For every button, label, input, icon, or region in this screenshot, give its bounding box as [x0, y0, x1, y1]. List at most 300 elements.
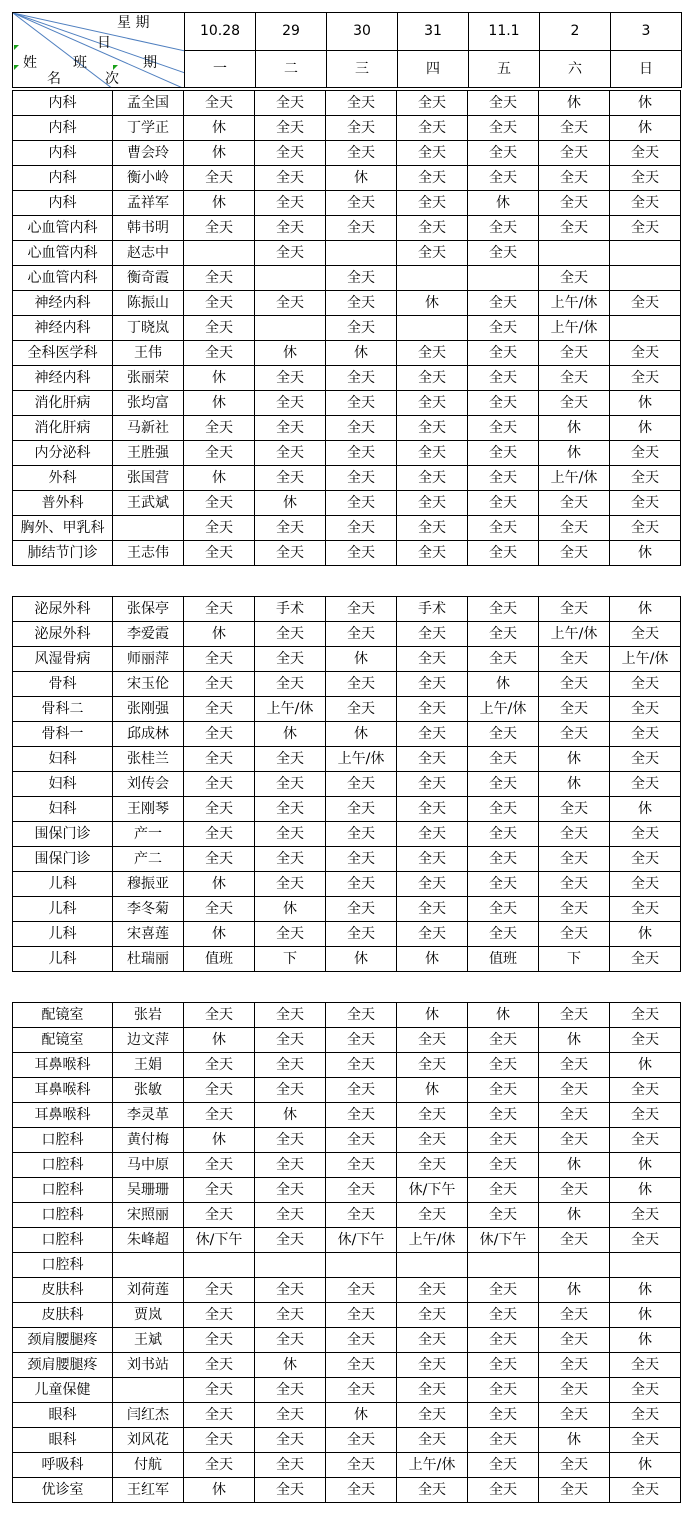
shift-cell: 全天: [468, 366, 539, 391]
shift-cell: 全天: [610, 366, 681, 391]
shift-cell: 全天: [255, 191, 326, 216]
shift-cell: 全天: [539, 1228, 610, 1253]
department-cell: 儿科: [13, 872, 113, 897]
shift-cell: 全天: [326, 697, 397, 722]
department-cell: 内科: [13, 166, 113, 191]
shift-cell: 全天: [184, 772, 255, 797]
doctor-name-cell: 王红军: [113, 1478, 184, 1503]
date-cell: 10.28: [185, 13, 256, 51]
shift-cell: 全天: [468, 597, 539, 622]
doctor-name-cell: [113, 1253, 184, 1278]
shift-cell: 全天: [397, 541, 468, 566]
shift-cell: 全天: [397, 797, 468, 822]
corner-name-label: 姓: [23, 55, 37, 71]
doctor-name-cell: 张桂兰: [113, 747, 184, 772]
corner-week-label: 星 期: [117, 15, 150, 31]
shift-cell: 全天: [184, 1328, 255, 1353]
shift-cell: 全天: [326, 141, 397, 166]
shift-cell: 全天: [610, 1128, 681, 1153]
shift-cell: 全天: [255, 1003, 326, 1028]
shift-cell: 休: [610, 797, 681, 822]
date-cell: 3: [611, 13, 682, 51]
shift-cell: 全天: [184, 166, 255, 191]
department-cell: 围保门诊: [13, 847, 113, 872]
shift-cell: 休: [539, 747, 610, 772]
department-cell: 配镜室: [13, 1003, 113, 1028]
shift-cell: 上午/休: [255, 697, 326, 722]
shift-cell: 全天: [610, 216, 681, 241]
shift-cell: 全天: [326, 1378, 397, 1403]
table-row: [13, 1053, 681, 1078]
shift-cell: 休: [610, 116, 681, 141]
shift-cell: 全天: [326, 1153, 397, 1178]
shift-cell: 休: [184, 391, 255, 416]
doctor-name-cell: 刘荷莲: [113, 1278, 184, 1303]
shift-cell: 休: [539, 1203, 610, 1228]
shift-cell: 全天: [326, 1078, 397, 1103]
shift-cell: 全天: [539, 366, 610, 391]
shift-cell: 全天: [184, 516, 255, 541]
shift-cell: 休: [610, 416, 681, 441]
shift-cell: 全天: [326, 441, 397, 466]
green-marker-icon: [14, 65, 19, 70]
shift-cell: 全天: [539, 1328, 610, 1353]
department-cell: 颈肩腰腿疼: [13, 1328, 113, 1353]
shift-cell: 全天: [326, 1453, 397, 1478]
shift-cell: [184, 1253, 255, 1278]
shift-cell: 全天: [539, 1053, 610, 1078]
shift-cell: 休/下午: [468, 1228, 539, 1253]
shift-cell: 全天: [468, 166, 539, 191]
shift-cell: 全天: [255, 797, 326, 822]
shift-cell: 全天: [468, 1378, 539, 1403]
table-row: [13, 822, 681, 847]
table-row: [13, 266, 681, 291]
shift-cell: 下: [255, 947, 326, 972]
shift-cell: 全天: [468, 622, 539, 647]
doctor-name-cell: 赵志中: [113, 241, 184, 266]
table-row: [13, 597, 681, 622]
shift-cell: 全天: [326, 1353, 397, 1378]
shift-cell: 休: [610, 1153, 681, 1178]
shift-cell: 全天: [539, 1453, 610, 1478]
shift-cell: 全天: [326, 266, 397, 291]
shift-cell: 休: [326, 1403, 397, 1428]
shift-cell: 全天: [468, 341, 539, 366]
shift-cell: [610, 241, 681, 266]
department-cell: 口腔科: [13, 1178, 113, 1203]
shift-cell: [610, 316, 681, 341]
shift-cell: 全天: [255, 1378, 326, 1403]
table-row: [13, 1003, 681, 1028]
shift-cell: 全天: [184, 697, 255, 722]
shift-cell: 休: [184, 622, 255, 647]
department-cell: 配镜室: [13, 1028, 113, 1053]
shift-cell: 全天: [255, 872, 326, 897]
shift-cell: [610, 1253, 681, 1278]
shift-cell: 休: [184, 872, 255, 897]
table-row: [13, 541, 681, 566]
department-cell: 心血管内科: [13, 241, 113, 266]
table-row: [13, 1078, 681, 1103]
shift-cell: 全天: [397, 1328, 468, 1353]
shift-cell: 全天: [468, 1128, 539, 1153]
shift-cell: 全天: [610, 772, 681, 797]
table-row: [13, 622, 681, 647]
doctor-name-cell: 张均富: [113, 391, 184, 416]
shift-cell: 全天: [326, 897, 397, 922]
shift-cell: 全天: [255, 772, 326, 797]
shift-cell: 休: [397, 291, 468, 316]
shift-cell: 全天: [610, 441, 681, 466]
corner-label-ci: 次: [105, 71, 119, 87]
table-row: [13, 1253, 681, 1278]
shift-cell: 休: [610, 1303, 681, 1328]
doctor-name-cell: 穆振亚: [113, 872, 184, 897]
shift-cell: 全天: [539, 141, 610, 166]
table-row: [13, 516, 681, 541]
shift-cell: 全天: [326, 541, 397, 566]
shift-cell: 全天: [468, 1403, 539, 1428]
doctor-name-cell: 陈振山: [113, 291, 184, 316]
shift-cell: 全天: [326, 1278, 397, 1303]
shift-cell: 全天: [255, 1178, 326, 1203]
shift-cell: 全天: [468, 91, 539, 116]
shift-cell: 上午/休: [397, 1228, 468, 1253]
shift-cell: 全天: [610, 1478, 681, 1503]
shift-cell: 全天: [326, 1478, 397, 1503]
shift-cell: 全天: [610, 291, 681, 316]
shift-cell: 全天: [539, 797, 610, 822]
date-cell: 2: [540, 13, 611, 51]
doctor-name-cell: [113, 1378, 184, 1403]
doctor-name-cell: 衡小岭: [113, 166, 184, 191]
doctor-name-cell: 刘风花: [113, 1428, 184, 1453]
department-cell: 泌尿外科: [13, 622, 113, 647]
shift-cell: 上午/休: [397, 1453, 468, 1478]
shift-cell: 全天: [468, 1353, 539, 1378]
table-row: [13, 947, 681, 972]
department-cell: 皮肤科: [13, 1278, 113, 1303]
department-cell: 口腔科: [13, 1128, 113, 1153]
department-cell: 风湿骨病: [13, 647, 113, 672]
shift-cell: 全天: [326, 291, 397, 316]
shift-cell: 全天: [610, 622, 681, 647]
table-row: [13, 1303, 681, 1328]
shift-cell: 全天: [468, 241, 539, 266]
doctor-name-cell: 邱成林: [113, 722, 184, 747]
shift-cell: 全天: [184, 1378, 255, 1403]
shift-cell: 全天: [255, 1428, 326, 1453]
shift-cell: 全天: [184, 897, 255, 922]
table-row: [13, 872, 681, 897]
table-row: [13, 1403, 681, 1428]
shift-cell: 全天: [539, 1178, 610, 1203]
doctor-name-cell: 黄付梅: [113, 1128, 184, 1153]
shift-cell: 全天: [255, 216, 326, 241]
shift-cell: 全天: [468, 822, 539, 847]
shift-cell: 全天: [397, 622, 468, 647]
department-cell: 心血管内科: [13, 216, 113, 241]
shift-cell: 全天: [184, 1003, 255, 1028]
table-row: [13, 241, 681, 266]
department-cell: 皮肤科: [13, 1303, 113, 1328]
table-row: [13, 1378, 681, 1403]
shift-cell: 全天: [468, 516, 539, 541]
shift-cell: 全天: [184, 1403, 255, 1428]
shift-cell: 全天: [326, 1128, 397, 1153]
doctor-name-cell: 张丽荣: [113, 366, 184, 391]
shift-cell: 全天: [326, 1178, 397, 1203]
shift-cell: [255, 1253, 326, 1278]
table-row: [13, 116, 681, 141]
shift-cell: 全天: [397, 1053, 468, 1078]
department-cell: 内科: [13, 116, 113, 141]
shift-cell: [397, 1253, 468, 1278]
table-row: [13, 897, 681, 922]
shift-cell: 全天: [539, 541, 610, 566]
shift-cell: 全天: [326, 416, 397, 441]
shift-cell: 休: [326, 947, 397, 972]
table-row: [13, 316, 681, 341]
shift-cell: 上午/休: [539, 316, 610, 341]
shift-cell: 全天: [539, 722, 610, 747]
shift-cell: 休: [397, 1078, 468, 1103]
shift-cell: 休: [184, 1478, 255, 1503]
shift-cell: 全天: [468, 722, 539, 747]
shift-cell: 休: [326, 341, 397, 366]
table-row: [13, 772, 681, 797]
shift-cell: 休: [539, 772, 610, 797]
shift-cell: 全天: [539, 1378, 610, 1403]
shift-cell: 全天: [539, 847, 610, 872]
department-cell: 口腔科: [13, 1203, 113, 1228]
shift-cell: 全天: [397, 1128, 468, 1153]
shift-cell: 休: [539, 441, 610, 466]
shift-cell: 全天: [539, 897, 610, 922]
shift-cell: 全天: [184, 291, 255, 316]
shift-cell: 全天: [397, 491, 468, 516]
shift-cell: 全天: [255, 166, 326, 191]
doctor-name-cell: 师丽萍: [113, 647, 184, 672]
shift-cell: 全天: [397, 1203, 468, 1228]
shift-cell: 全天: [397, 722, 468, 747]
corner-shift-label: 班: [73, 55, 87, 71]
shift-cell: 全天: [397, 697, 468, 722]
table-row: [13, 672, 681, 697]
department-cell: 外科: [13, 466, 113, 491]
shift-cell: 全天: [184, 672, 255, 697]
table-row: [13, 747, 681, 772]
green-marker-icon: [113, 65, 118, 70]
doctor-name-cell: 朱峰超: [113, 1228, 184, 1253]
department-cell: 内科: [13, 191, 113, 216]
shift-cell: 休: [255, 722, 326, 747]
shift-cell: 全天: [184, 91, 255, 116]
shift-cell: 全天: [468, 116, 539, 141]
shift-cell: 全天: [539, 166, 610, 191]
shift-cell: 全天: [397, 1153, 468, 1178]
doctor-name-cell: 李爱霞: [113, 622, 184, 647]
shift-cell: 全天: [184, 597, 255, 622]
shift-cell: 全天: [326, 216, 397, 241]
shift-cell: 全天: [610, 466, 681, 491]
shift-cell: 休: [184, 141, 255, 166]
shift-cell: 全天: [255, 847, 326, 872]
department-cell: 颈肩腰腿疼: [13, 1353, 113, 1378]
shift-cell: 全天: [326, 1003, 397, 1028]
shift-cell: 全天: [255, 1128, 326, 1153]
doctor-name-cell: 吴珊珊: [113, 1178, 184, 1203]
shift-cell: 全天: [326, 872, 397, 897]
doctor-name-cell: 闫红杰: [113, 1403, 184, 1428]
date-cell: 29: [256, 13, 327, 51]
shift-cell: 全天: [468, 141, 539, 166]
weekday-cell: 日: [611, 50, 682, 88]
shift-cell: 手术: [255, 597, 326, 622]
shift-cell: 全天: [539, 597, 610, 622]
table-row: [13, 216, 681, 241]
table-row: [13, 647, 681, 672]
table-row: [13, 441, 681, 466]
corner-label-name: 名: [47, 71, 61, 87]
shift-cell: 全天: [610, 341, 681, 366]
shift-cell: [539, 1253, 610, 1278]
doctor-name-cell: 衡奇霞: [113, 266, 184, 291]
shift-cell: 全天: [610, 1028, 681, 1053]
shift-cell: 全天: [610, 141, 681, 166]
shift-cell: 全天: [397, 341, 468, 366]
department-cell: 妇科: [13, 797, 113, 822]
shift-cell: 全天: [255, 1478, 326, 1503]
shift-cell: 休: [610, 1278, 681, 1303]
doctor-name-cell: 张国营: [113, 466, 184, 491]
date-cell: 30: [327, 13, 398, 51]
doctor-name-cell: 张敏: [113, 1078, 184, 1103]
shift-cell: 全天: [255, 241, 326, 266]
doctor-name-cell: 刘书站: [113, 1353, 184, 1378]
shift-cell: 休: [184, 191, 255, 216]
doctor-name-cell: 张岩: [113, 1003, 184, 1028]
department-cell: 儿科: [13, 897, 113, 922]
table-row: [13, 191, 681, 216]
shift-cell: 全天: [468, 1153, 539, 1178]
doctor-name-cell: [113, 516, 184, 541]
shift-cell: 全天: [397, 216, 468, 241]
shift-cell: 全天: [184, 1453, 255, 1478]
shift-cell: 全天: [468, 1053, 539, 1078]
doctor-name-cell: 孟祥军: [113, 191, 184, 216]
shift-cell: 全天: [539, 1403, 610, 1428]
shift-cell: 全天: [539, 516, 610, 541]
shift-cell: 全天: [184, 266, 255, 291]
shift-cell: 全天: [255, 366, 326, 391]
shift-cell: 全天: [397, 1103, 468, 1128]
shift-cell: 休: [539, 1428, 610, 1453]
shift-cell: 全天: [610, 722, 681, 747]
shift-cell: 全天: [468, 797, 539, 822]
shift-cell: 全天: [539, 872, 610, 897]
doctor-name-cell: 杜瑞丽: [113, 947, 184, 972]
department-cell: 消化肝病: [13, 416, 113, 441]
shift-cell: 休: [610, 1053, 681, 1078]
doctor-name-cell: 王胜强: [113, 441, 184, 466]
shift-cell: 休: [539, 1278, 610, 1303]
shift-cell: 全天: [184, 797, 255, 822]
shift-cell: 全天: [468, 647, 539, 672]
shift-cell: 全天: [539, 672, 610, 697]
shift-cell: 上午/休: [539, 291, 610, 316]
shift-cell: 全天: [255, 116, 326, 141]
shift-cell: 全天: [255, 541, 326, 566]
table-row: [13, 697, 681, 722]
shift-cell: 全天: [610, 1378, 681, 1403]
shift-cell: 全天: [326, 1428, 397, 1453]
shift-cell: [255, 266, 326, 291]
shift-cell: 全天: [184, 316, 255, 341]
shift-cell: 休: [326, 722, 397, 747]
department-cell: 骨科二: [13, 697, 113, 722]
weekday-cell: 一: [185, 50, 256, 88]
shift-cell: 全天: [468, 922, 539, 947]
schedule-section-1: [12, 90, 681, 566]
shift-cell: 全天: [468, 872, 539, 897]
weekday-cell: 五: [469, 50, 540, 88]
department-cell: 妇科: [13, 747, 113, 772]
shift-cell: 全天: [326, 622, 397, 647]
shift-cell: 手术: [397, 597, 468, 622]
shift-cell: 全天: [255, 1453, 326, 1478]
shift-cell: 全天: [326, 316, 397, 341]
shift-cell: 全天: [468, 541, 539, 566]
shift-cell: 全天: [184, 341, 255, 366]
shift-cell: 全天: [610, 1003, 681, 1028]
shift-cell: 全天: [397, 747, 468, 772]
shift-cell: 全天: [255, 416, 326, 441]
shift-cell: 全天: [610, 491, 681, 516]
department-cell: 神经内科: [13, 291, 113, 316]
shift-cell: 休: [184, 922, 255, 947]
green-marker-icon: [14, 45, 19, 50]
shift-cell: 全天: [610, 872, 681, 897]
shift-cell: 全天: [255, 1228, 326, 1253]
shift-cell: 全天: [468, 491, 539, 516]
shift-cell: 全天: [610, 516, 681, 541]
shift-cell: 全天: [255, 1078, 326, 1103]
shift-cell: 全天: [468, 316, 539, 341]
department-cell: 儿童保健: [13, 1378, 113, 1403]
shift-cell: 全天: [468, 1478, 539, 1503]
doctor-name-cell: 曹会玲: [113, 141, 184, 166]
shift-cell: 全天: [255, 1328, 326, 1353]
shift-cell: 全天: [326, 672, 397, 697]
shift-cell: 全天: [397, 391, 468, 416]
shift-cell: 全天: [326, 822, 397, 847]
shift-cell: 全天: [468, 1278, 539, 1303]
shift-cell: 全天: [184, 722, 255, 747]
department-cell: 耳鼻喉科: [13, 1103, 113, 1128]
shift-cell: 全天: [610, 1103, 681, 1128]
table-row: [13, 1228, 681, 1253]
shift-cell: 全天: [255, 1153, 326, 1178]
shift-cell: 全天: [468, 1028, 539, 1053]
shift-cell: 全天: [539, 391, 610, 416]
shift-cell: 上午/休: [468, 697, 539, 722]
table-row: [13, 366, 681, 391]
shift-cell: 全天: [184, 216, 255, 241]
shift-cell: 休/下午: [397, 1178, 468, 1203]
shift-cell: 全天: [468, 216, 539, 241]
